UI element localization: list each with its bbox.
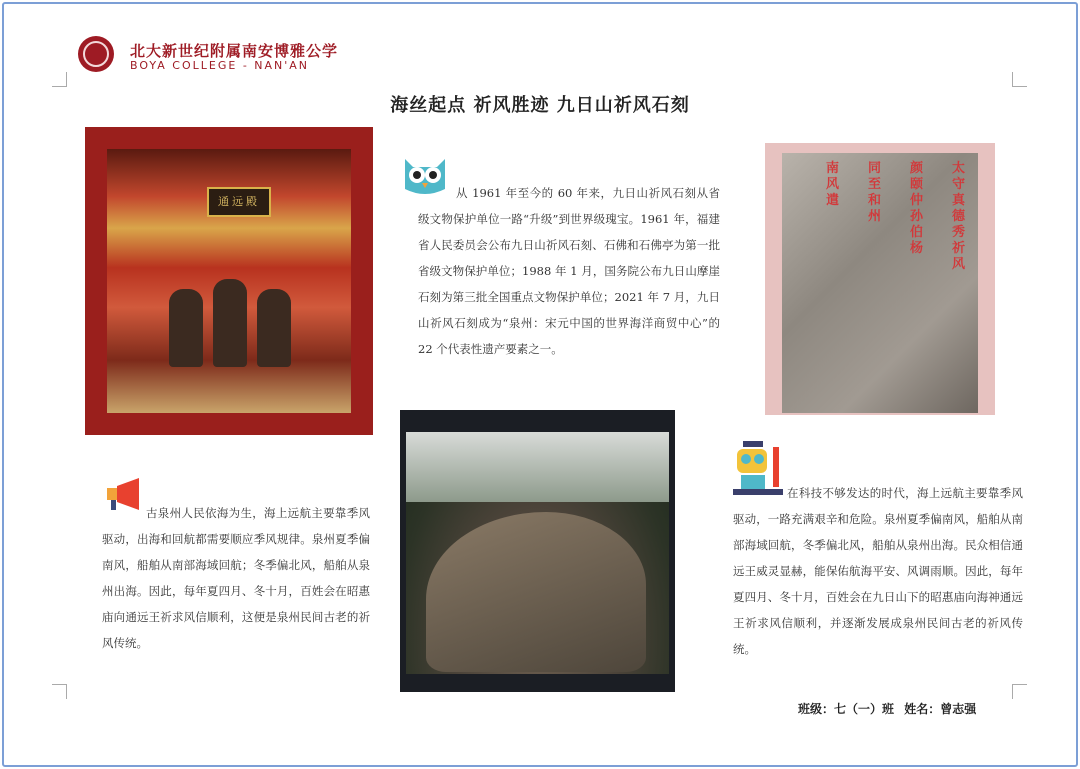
class-label: 班级：七（一）班 — [798, 702, 895, 716]
statue — [169, 289, 203, 367]
paragraph-beliefs: 在科技不够发达的时代，海上远航主要靠季风驱动，一路充满艰辛和危险。泉州夏季偏南风，船舶从南部海域回航，冬季偏北风，船舶从泉州出海。民众相信通远王威灵显赫，能保佑航海平安、风调雨顺。因此，每年夏四月、冬十月，百姓会在九日山下的昭惠庙向海神通远王祈求风信顺利，并逐渐发展成泉州民间古老的祈风传统。 — [733, 486, 1023, 656]
page-title: 海丝起点 祈风胜迹 九日山祈风石刻 — [390, 95, 690, 116]
crop-mark-top-right — [1012, 72, 1027, 87]
temple-plaque: 通远殿 — [207, 187, 271, 217]
student-name: 姓名：曾志强 — [904, 702, 977, 716]
paragraph-history: 从 1961 年至今的 60 年来，九日山祈风石刻从省级文物保护单位一路“升级”到世界级瑰宝。1961 年，福建省人民委员会公布九日山祈风石刻、石佛和石佛亭为第一批省级文物保护单位；1988 年 1 月，国务院公布九日山摩崖石刻为第三批全国重点文物保护单位；2021 年 7 月，九日山祈风石刻成为“泉州：宋元中国的世界海洋商贸中心”的 22 个代表性遗产要素之一。 — [418, 186, 720, 356]
crop-mark-bottom-right — [1012, 684, 1027, 699]
inscription-photo — [765, 143, 995, 415]
rock-face — [426, 512, 646, 672]
inscription-column: 南风遣 — [826, 161, 840, 208]
inscription-column: 太守真德秀祈风 — [952, 161, 966, 272]
school-name-en: BOYA COLLEGE - NAN'AN — [130, 59, 310, 72]
sky — [406, 432, 669, 502]
school-name-cn: 北大新世纪附属南安博雅公学 — [130, 42, 339, 60]
crop-mark-bottom-left — [52, 684, 67, 699]
temple-photo — [85, 127, 373, 435]
crop-mark-top-left — [52, 72, 67, 87]
inscription-column: 颜颐仲孙伯杨 — [910, 161, 924, 256]
school-logo — [78, 36, 114, 72]
statue — [257, 289, 291, 367]
inscription-column: 同至和州 — [868, 161, 882, 224]
footer — [798, 700, 982, 717]
statue — [213, 279, 247, 367]
paragraph-tradition: 古泉州人民依海为生，海上远航主要靠季风驱动，出海和回航都需要顺应季风规律。泉州夏季偏南风，船舶从南部海域回航；冬季偏北风，船舶从泉州出海。因此，每年夏四月、冬十月，百姓会在昭惠庙向通远王祈求风信顺利，这便是泉州民间古老的祈风传统。 — [102, 506, 370, 650]
cliff-photo — [400, 410, 675, 692]
